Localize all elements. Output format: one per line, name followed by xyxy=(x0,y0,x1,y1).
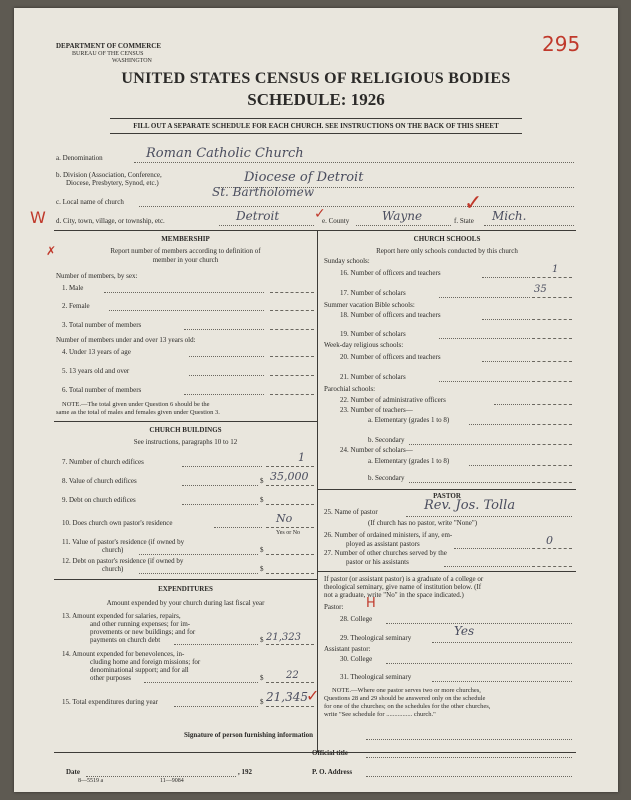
edifice-value[interactable]: 35,000 xyxy=(270,470,309,483)
edifices-value[interactable]: 1 xyxy=(298,451,305,464)
denomination-label: a. Denomination xyxy=(56,154,103,162)
weekday-scholars-answer[interactable] xyxy=(532,381,572,382)
other-churches-answer[interactable] xyxy=(532,566,572,567)
state-value[interactable]: Mich. xyxy=(492,209,527,223)
form-subtitle: SCHEDULE: 1926 xyxy=(247,90,385,109)
po-address-line[interactable] xyxy=(366,776,572,777)
rule xyxy=(110,118,522,119)
pastor-heading: PASTOR xyxy=(433,492,461,500)
summer-officers-answer[interactable] xyxy=(532,319,572,320)
division-label-2: Diocese, Presbytery, Synod, etc.) xyxy=(66,179,159,187)
total-age-answer[interactable] xyxy=(270,394,314,395)
city-field-label: d. City, town, village, or township, etc. xyxy=(56,217,165,225)
female-answer[interactable] xyxy=(270,310,314,311)
membership-note-2: member in your church xyxy=(152,256,219,264)
seminary-value[interactable]: Yes xyxy=(454,624,475,638)
total-expenditures-value[interactable]: 21,345 xyxy=(266,690,308,704)
state-label: f. State xyxy=(454,217,474,225)
sunday-scholars-value[interactable]: 35 xyxy=(534,284,547,295)
division-value[interactable]: Diocese of Detroit xyxy=(244,170,364,185)
bureau-label: BUREAU OF THE CENSUS xyxy=(72,51,144,57)
weekday-officers-answer[interactable] xyxy=(532,361,572,362)
debt-edifices-answer[interactable] xyxy=(266,504,314,505)
official-title-line[interactable] xyxy=(366,757,572,758)
scholars-secondary-answer[interactable] xyxy=(532,482,572,483)
division-label: b. Division (Association, Conference, xyxy=(56,171,162,179)
membership-note: Report number of members according to definition of xyxy=(110,247,261,255)
signature-line[interactable] xyxy=(366,739,572,740)
local-name-label: c. Local name of church xyxy=(56,198,124,206)
census-form: DEPARTMENT OF COMMERCE BUREAU OF THE CENSUS WASHINGTON 295 UNITED STATES CENSUS OF RELIGIOUS BODIES SCHEDULE: 1926 FILL OUT A SEPARATE SCHEDULE FOR EACH CHURCH. SEE INSTRUCTIONS ON THE BACK OF THIS SHEET a. Denomination Roman Catholic Church b. Division (Association, Conference, Diocese, Presbytery, Synod, etc.) Diocese of Detroit St. Bartholomew c. Local name of church W d. City, town, village, or township, etc. Detroit e. County Wayne f. State Mich. ✓ ✓ MEMBERSHIP ✗ Report number of members according to definition of member in your church Number of members, by sex: 1. Male 2. Female 3. Total number of members Number of members under and over 13 years old: 4. Under 13 years of age 5. 13 years old and over 6. Total number of members NOTE.—The total given under Question 6 should be the same as the total of males and females given under Question 3. CHURCH BUILDINGS See instructions, paragraphs 10 to 12 7. Number of church edifices 1 8. Value of church edifices $ 35,000 9. Debt on church edifices $ 10. Does church own pastor's residence No Yes or No 11. Value of pastor's residence (if owned by church) $ 12. Debt on pastor's residence (if owned by church) $ EXPENDITURES Amount expended by your church during last fiscal year 13. Amount expended for salaries, repairs, and other running expenses; for im- provements or new buildings; and for payments on church debt $ 21,323 14. Amount expended for benevolences, in- cluding home and foreign missions; for denominational support; and for all other purposes $ 22 15. Total expenditures during year $ 21,345 ✓ CHURCH SCHOOLS Report here only schools conducted by this church Sunday schools: 16. Number of officers and teachers 1 17. Number of scholars 35 Summer vacation Bible schools: 18. Number of officers and teachers 19. Number of scholars Week-day religious schools: 20. Number of officers and teachers 21. Number of scholars Parochial schools: 22. Number of administrative officers 23. Number of teachers— a. Elementary (grades 1 to 8) b. Secondary 24. Number of scholars— a. Elementary (grades 1 to 8) b. Secondary PASTOR 25. Name of pastor Rev. Jos. Tolla (If church has no pastor, write "None") 26. Number of ordained ministers, if any, em- ployed as assistant pastors 0 27. Number of other churches served by the pastor or his assistants If pastor (or assistant pastor) is a graduate of a college or theological seminary, give name of institution below. (If not a graduate, write "No" in the space indicated.) Pastor: H 28. College 29. Theological seminary Yes Assistant pastor: 30. College 31. Theological seminary NOTE.—Where one pastor serves two or more churches, Questions 28 and 29 should be answered only on the schedule for one of the churches; on the schedules for the other churches, write "See schedule for ................ church." Signature of person furnishing information Official title Date , 192 P. O. Address 8—5519 a 11—9084 xyxy=(14,8,618,792)
sunday-officers-value[interactable]: 1 xyxy=(552,264,559,275)
page-number-annotation: 295 xyxy=(542,32,581,56)
denomination-value[interactable]: Roman Catholic Church xyxy=(146,146,304,161)
city-value[interactable]: Detroit xyxy=(236,209,280,223)
city-label: WASHINGTON xyxy=(112,58,152,64)
department-label: DEPARTMENT OF COMMERCE xyxy=(56,42,162,50)
local-name-value[interactable]: St. Bartholomew xyxy=(212,185,314,199)
pastor-name-value[interactable]: Rev. Jos. Tolla xyxy=(424,498,516,513)
column-divider xyxy=(317,230,318,752)
teachers-elementary-answer[interactable] xyxy=(532,424,572,425)
summer-scholars-answer[interactable] xyxy=(532,338,572,339)
h-annotation: H xyxy=(366,596,376,611)
residence-value-answer[interactable] xyxy=(266,554,314,555)
benevolences-value[interactable]: 22 xyxy=(286,670,299,681)
scholars-elementary-answer[interactable] xyxy=(532,465,572,466)
form-title: UNITED STATES CENSUS OF RELIGIOUS BODIES xyxy=(121,70,511,87)
date-line[interactable] xyxy=(86,776,236,777)
male-answer[interactable] xyxy=(270,292,314,293)
under-13-answer[interactable] xyxy=(270,356,314,357)
salaries-value[interactable]: 21,323 xyxy=(266,632,301,643)
over-13-answer[interactable] xyxy=(270,375,314,376)
buildings-heading: CHURCH BUILDINGS xyxy=(149,426,222,434)
check-mark: ✓ xyxy=(314,206,326,222)
owns-residence-value[interactable]: No xyxy=(276,512,293,525)
county-label: e. County xyxy=(322,217,350,225)
county-value[interactable]: Wayne xyxy=(382,209,423,223)
admin-officers-answer[interactable] xyxy=(532,404,572,405)
membership-heading: MEMBERSHIP xyxy=(161,235,210,243)
instruction-line: FILL OUT A SEPARATE SCHEDULE FOR EACH CHURCH. SEE INSTRUCTIONS ON THE BACK OF THIS SHEET xyxy=(133,122,499,130)
assistants-value[interactable]: 0 xyxy=(546,534,553,547)
schools-heading: CHURCH SCHOOLS xyxy=(413,235,481,243)
residence-debt-answer[interactable] xyxy=(266,573,314,574)
expenditures-heading: EXPENDITURES xyxy=(158,585,213,593)
x-annotation: ✗ xyxy=(46,244,57,258)
check-mark: ✓ xyxy=(306,686,320,705)
rule xyxy=(110,133,522,134)
total-members-answer[interactable] xyxy=(270,329,314,330)
w-annotation: W xyxy=(30,208,46,227)
check-mark: ✓ xyxy=(464,191,483,216)
teachers-secondary-answer[interactable] xyxy=(532,444,572,445)
